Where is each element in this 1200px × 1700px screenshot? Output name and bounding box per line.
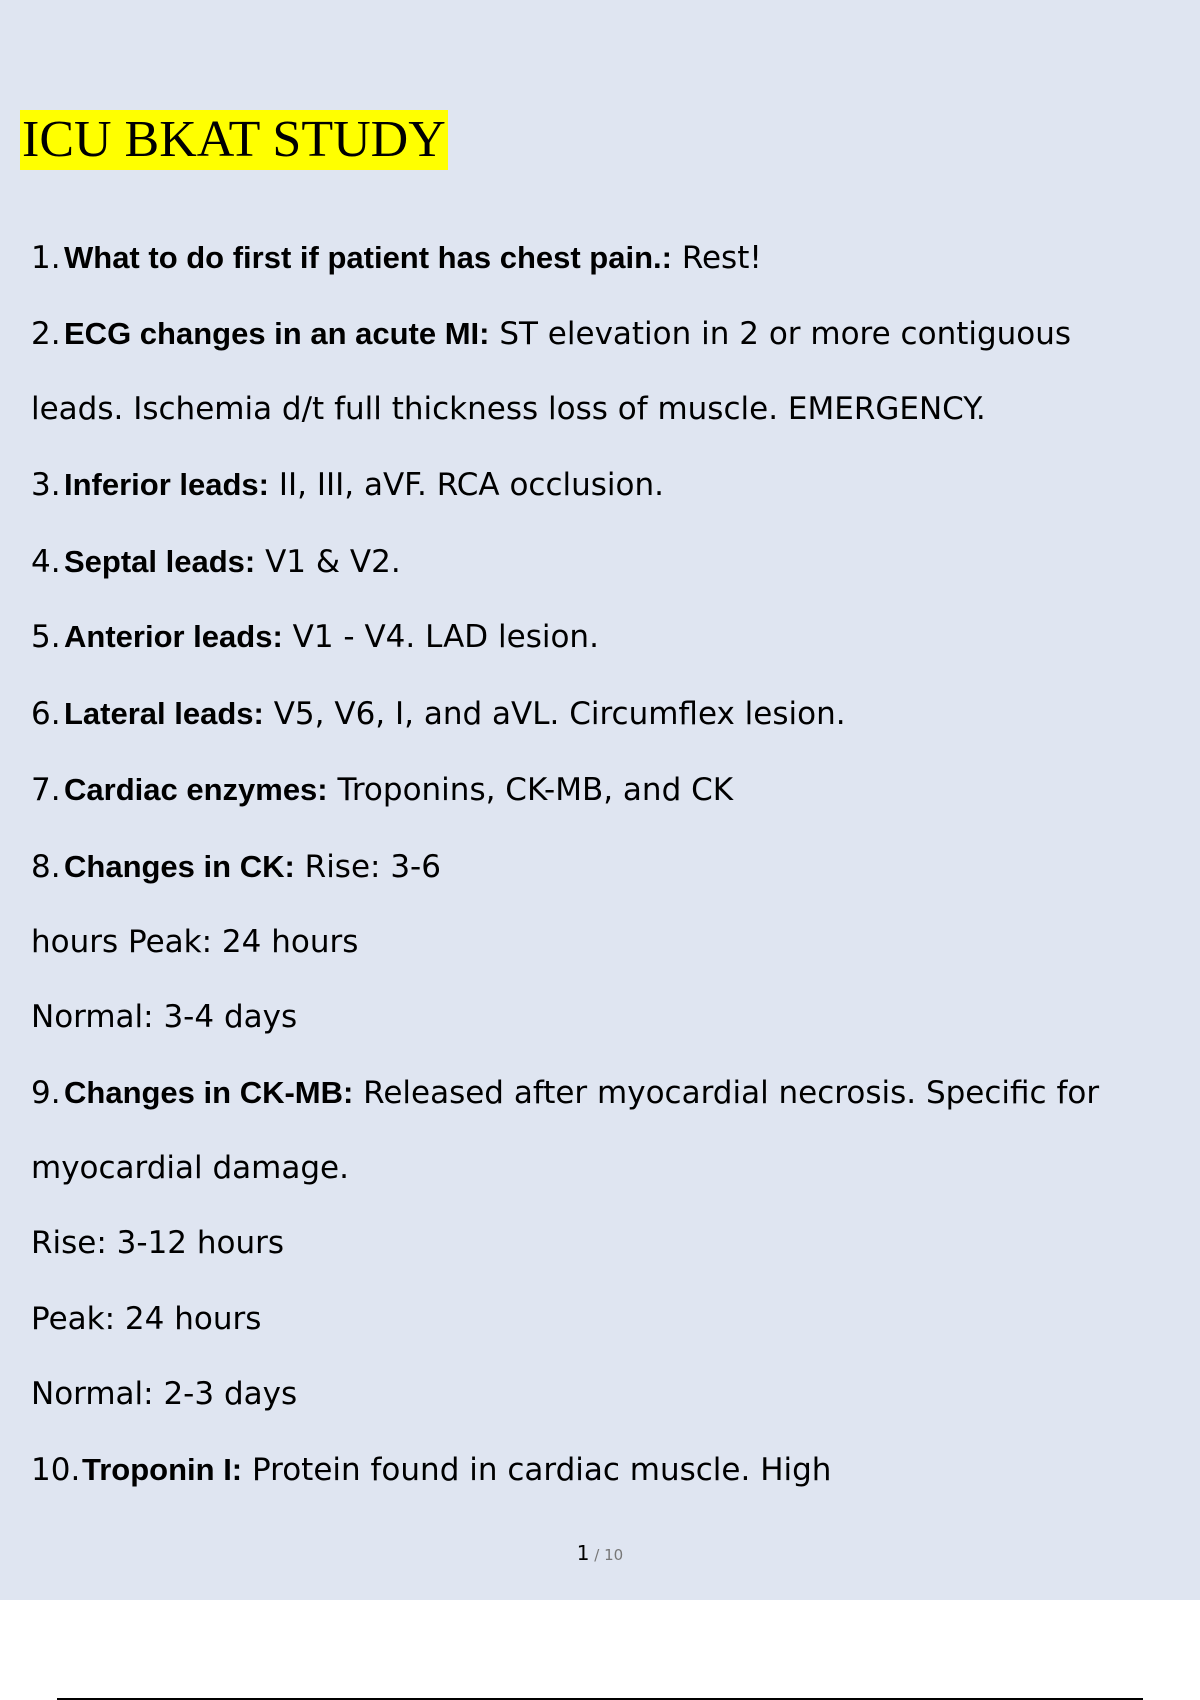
list-item-2-continuation: leads. Ischemia d/t full thickness loss of muscle. EMERGENCY. bbox=[31, 391, 986, 427]
item-text: V1 & V2. bbox=[255, 544, 401, 580]
item-number: 4. bbox=[31, 544, 61, 580]
item-number: 3. bbox=[31, 467, 61, 503]
item-term: Inferior leads: bbox=[64, 467, 269, 502]
list-item-9-continuation: myocardial damage. bbox=[31, 1150, 349, 1186]
item-term: Troponin I: bbox=[82, 1452, 243, 1487]
item-text: Protein found in cardiac muscle. High bbox=[242, 1452, 832, 1488]
item-term: Lateral leads: bbox=[64, 696, 264, 731]
item-number: 2. bbox=[31, 316, 61, 352]
list-item-8-continuation: hours Peak: 24 hours bbox=[31, 924, 359, 960]
item-text: ST elevation in 2 or more contiguous bbox=[489, 316, 1072, 352]
item-term: Cardiac enzymes: bbox=[64, 772, 328, 807]
item-text: Rise: 3-6 bbox=[294, 849, 441, 885]
item-term: ECG changes in an acute MI: bbox=[64, 316, 490, 351]
item-number: 9. bbox=[31, 1075, 61, 1111]
list-item-9-continuation: Rise: 3-12 hours bbox=[31, 1225, 285, 1261]
page-separator: / bbox=[589, 1546, 605, 1564]
item-number: 1. bbox=[31, 240, 61, 276]
item-text: Rest! bbox=[671, 240, 762, 276]
list-item-2 bbox=[31, 314, 1071, 354]
list-item-7 bbox=[31, 770, 733, 810]
list-item-8-continuation: Normal: 3-4 days bbox=[31, 999, 298, 1035]
item-term: Changes in CK-MB: bbox=[64, 1075, 354, 1110]
page-current: 1 bbox=[576, 1541, 590, 1565]
item-term: Septal leads: bbox=[64, 544, 256, 579]
list-item-3 bbox=[31, 465, 664, 505]
list-item-5 bbox=[31, 617, 599, 657]
page-indicator bbox=[0, 1538, 1200, 1570]
list-item-9-continuation: Normal: 2-3 days bbox=[31, 1376, 298, 1412]
item-text: V1 - V4. LAD lesion. bbox=[282, 619, 599, 655]
item-term: Changes in CK: bbox=[64, 849, 295, 884]
list-item-10 bbox=[31, 1450, 831, 1490]
list-item-9 bbox=[31, 1073, 1099, 1113]
item-text: II, III, aVF. RCA occlusion. bbox=[269, 467, 664, 503]
list-item-1 bbox=[31, 238, 762, 278]
item-number: 5. bbox=[31, 619, 61, 655]
document-title: ICU BKAT STUDY bbox=[22, 111, 446, 168]
item-term: What to do first if patient has chest pain.: bbox=[64, 240, 672, 275]
item-number: 8. bbox=[31, 849, 61, 885]
list-item-9-continuation: Peak: 24 hours bbox=[31, 1301, 262, 1337]
list-item-8 bbox=[31, 847, 441, 887]
list-item-4 bbox=[31, 542, 401, 582]
list-item-6 bbox=[31, 694, 846, 734]
item-number: 6. bbox=[31, 696, 61, 732]
item-term: Anterior leads: bbox=[64, 619, 283, 654]
item-text: V5, V6, I, and aVL. Circumflex lesion. bbox=[263, 696, 846, 732]
item-number: 10. bbox=[31, 1452, 81, 1488]
page-total: 10 bbox=[604, 1546, 624, 1564]
item-text: Released after myocardial necrosis. Specific for bbox=[353, 1075, 1100, 1111]
item-text: Troponins, CK-MB, and CK bbox=[327, 772, 734, 808]
item-number: 7. bbox=[31, 772, 61, 808]
